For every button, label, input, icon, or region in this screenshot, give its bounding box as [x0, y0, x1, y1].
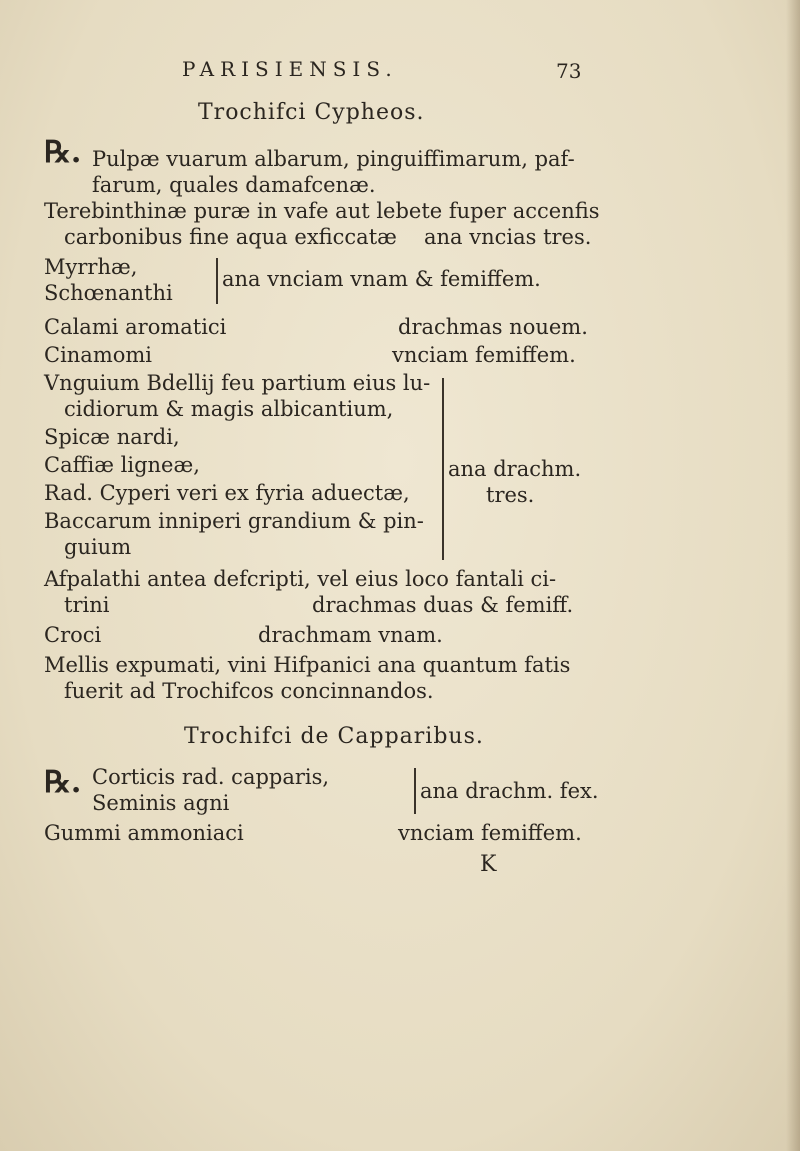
brace-icon [442, 378, 444, 560]
ingredient: Croci [44, 623, 102, 647]
text-line: Afpalathi antea defcripti, vel eius loco fantali ci- [44, 567, 557, 591]
dose: vnciam femiffem. [398, 821, 582, 845]
running-title: PARISIENSIS. [182, 57, 398, 81]
brace-icon [414, 768, 416, 814]
section-title-capparibus: Trochifci de Capparibus. [184, 724, 484, 749]
page-edge-shadow [786, 0, 800, 1151]
brace-icon [216, 258, 218, 304]
recipe-symbol: ℞. [44, 765, 82, 800]
ingredient: trini [64, 593, 110, 617]
ingredient: Spicæ nardi, [44, 425, 180, 449]
ingredient: Caffiæ ligneæ, [44, 453, 200, 477]
ingredient: cidiorum & magis albicantium, [64, 397, 394, 421]
ingredient: guium [64, 535, 132, 559]
ingredient: Schœnanthi [44, 281, 173, 305]
ingredient: Vnguium Bdellij feu partium eius lu- [44, 371, 431, 395]
ingredient: Calami aromatici [44, 315, 227, 339]
ingredient: Gummi ammoniaci [44, 821, 244, 845]
dose: ana vncias tres. [424, 225, 592, 249]
text-line: farum, quales damafcenæ. [92, 173, 376, 197]
dose: drachmas nouem. [398, 315, 588, 339]
text-line: fuerit ad Trochifcos concinnandos. [64, 679, 434, 703]
dose: ana drachm. fex. [420, 779, 599, 803]
ingredient: Myrrhæ, [44, 255, 138, 279]
text-line: carbonibus fine aqua exficcatæ [64, 225, 397, 249]
text-line: Pulpæ vuarum albarum, pinguiffimarum, paf- [92, 147, 575, 171]
dose: ana vnciam vnam & femiffem. [222, 267, 541, 291]
text-line: Mellis expumati, vini Hifpanici ana quantum fatis [44, 653, 571, 677]
ingredient: Seminis agni [92, 791, 230, 815]
signature-mark: K [480, 852, 497, 877]
text-line: Terebinthinæ puræ in vafe aut lebete fuper accenfis [44, 199, 600, 223]
ingredient: Rad. Cyperi veri ex fyria aduectæ, [44, 481, 410, 505]
recipe-symbol: ℞. [44, 135, 82, 170]
ingredient: Cinamomi [44, 343, 153, 367]
dose: drachmam vnam. [258, 623, 443, 647]
section-title-cypheos: Trochifci Cypheos. [198, 100, 425, 125]
dose: tres. [486, 483, 535, 507]
dose: vnciam femiffem. [392, 343, 576, 367]
dose: ana drachm. [448, 457, 582, 481]
dose: drachmas duas & femiff. [312, 593, 574, 617]
ingredient: Baccarum inniperi grandium & pin- [44, 509, 424, 533]
page-number: 73 [556, 59, 582, 83]
ingredient: Corticis rad. capparis, [92, 765, 330, 789]
